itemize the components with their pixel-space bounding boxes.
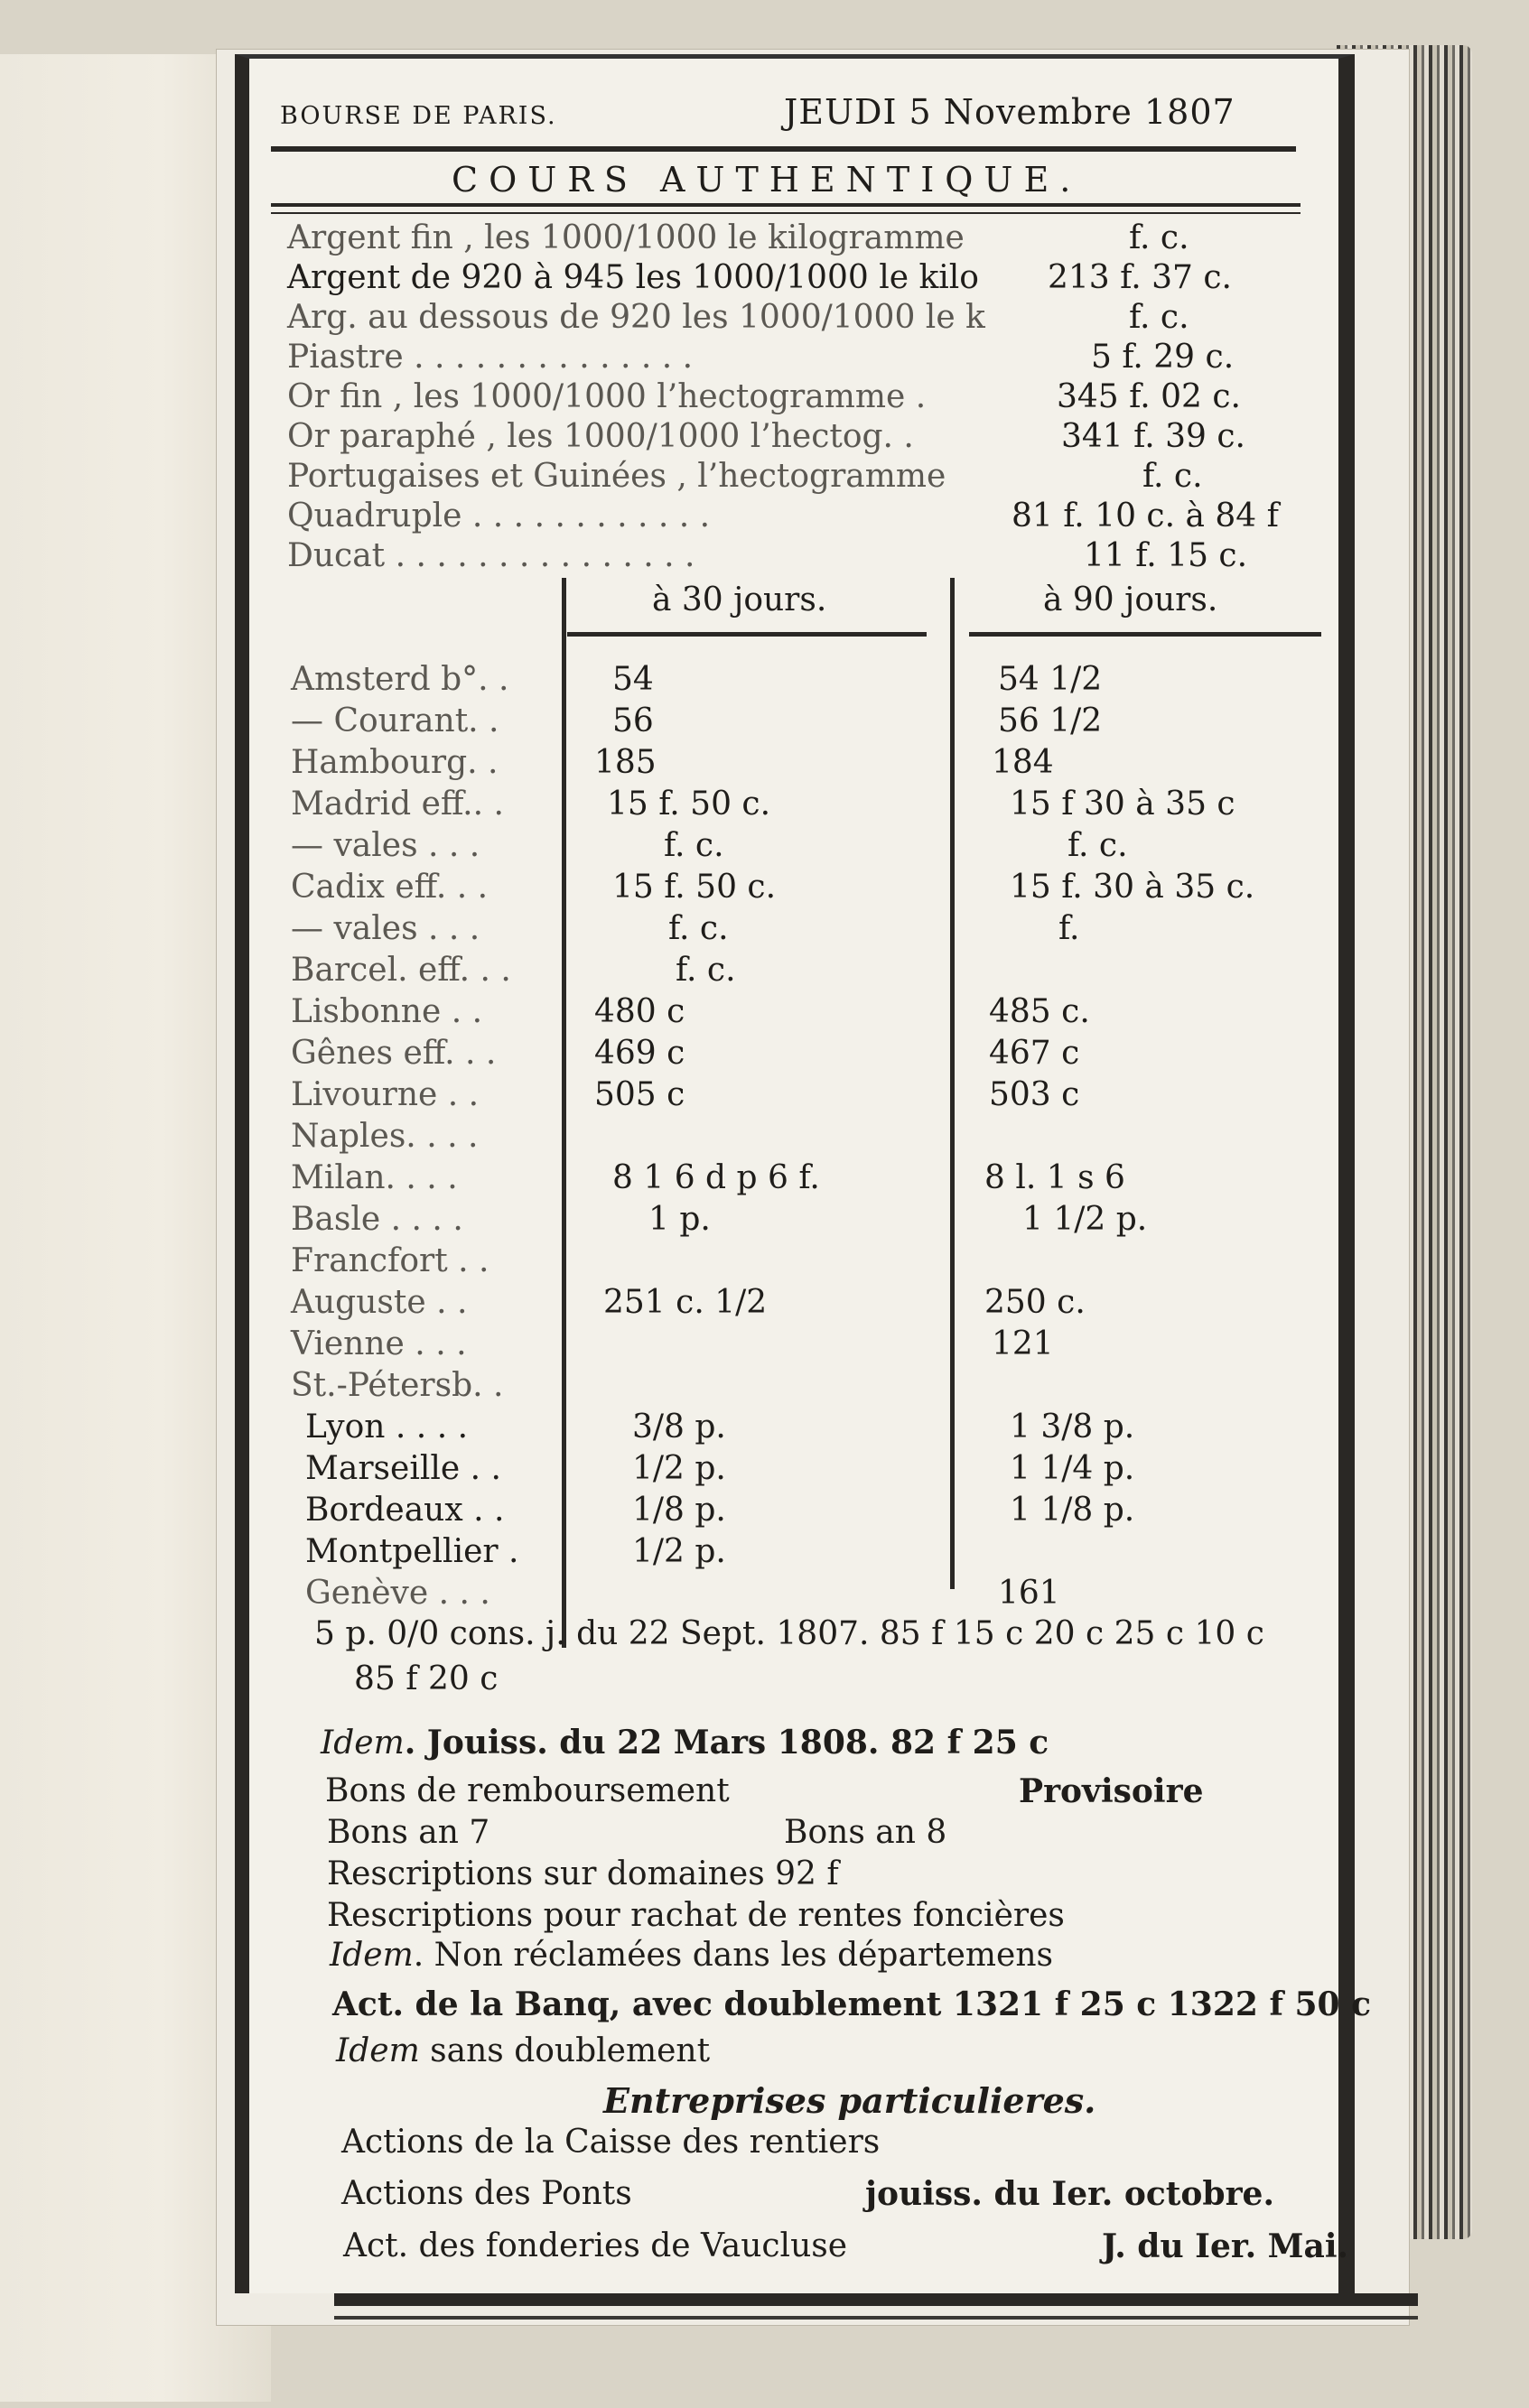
metal-label: Portugaises et Guinées , l’hectogramme: [287, 458, 946, 495]
exchange-place: Lyon . . . .: [305, 1409, 469, 1446]
entreprises-heading: Entreprises particulieres.: [603, 2080, 1096, 2121]
rate-90: 15 f. 30 à 35 c.: [1010, 869, 1255, 906]
exchange-place: Auguste . .: [291, 1284, 468, 1321]
actions-caisse-rentiers: Actions de la Caisse des rentiers: [341, 2124, 881, 2161]
idem-sans-doublement-text: sans doublement: [419, 2032, 711, 2069]
exchange-place: — vales . . .: [291, 910, 480, 947]
rescriptions-rachat: Rescriptions pour rachat de rentes foncières: [327, 1897, 1065, 1934]
rate-30: 15 f. 50 c.: [607, 786, 771, 823]
idem-sans-doublement-line: [336, 2032, 711, 2069]
actions-ponts: Actions des Ponts: [341, 2175, 632, 2212]
rate-30: f. c.: [676, 952, 736, 989]
metal-label: Argent de 920 à 945 les 1000/1000 le kilo: [287, 259, 979, 296]
metal-label: Arg. au dessous de 920 les 1000/1000 le k: [287, 299, 985, 336]
idem-label: Idem: [321, 1725, 405, 1762]
metal-value: 5 f. 29 c.: [1091, 339, 1235, 376]
rate-30: 54: [612, 661, 654, 698]
exchange-place: Lisbonne . .: [291, 993, 483, 1030]
metal-value: 11 f. 15 c.: [1084, 537, 1248, 574]
idem-label: Idem: [330, 1937, 414, 1974]
rate-90: 250 c.: [984, 1284, 1086, 1321]
rescriptions-domaines: Rescriptions sur domaines 92 f: [327, 1855, 839, 1892]
rate-90: 1 1/8 p.: [1010, 1492, 1135, 1529]
rate-90: 161: [998, 1575, 1060, 1612]
rate-30: 8 1 6 d p 6 f.: [612, 1159, 820, 1196]
rate-90: 121: [992, 1325, 1054, 1362]
idem-non-reclamees-text: . Non réclamées dans les départemens: [413, 1937, 1054, 1974]
exchange-place: Livourne . .: [291, 1076, 480, 1113]
rate-30: 1 p.: [648, 1201, 711, 1238]
bons-an-7: Bons an 7: [327, 1814, 490, 1851]
col-header-30-days: à 30 jours.: [652, 581, 827, 618]
metal-label: Ducat . . . . . . . . . . . . . . .: [287, 537, 695, 574]
exchange-place: Vienne . . .: [291, 1325, 467, 1362]
rate-30: 469 c: [594, 1035, 685, 1072]
bons-an-8: Bons an 8: [784, 1814, 947, 1851]
rate-90: f.: [1058, 910, 1080, 947]
idem-jouiss-text: . Jouiss. du 22 Mars 1808. 82 f 25 c: [404, 1724, 1049, 1762]
rate-90: 15 f 30 à 35 c: [1010, 786, 1235, 823]
exchange-place: Amsterd b°. .: [291, 661, 509, 698]
idem-jouiss-line: [321, 1726, 1049, 1760]
date-label: JEUDI 5 Novembre 1807: [784, 92, 1235, 132]
actions-ponts-jouissance: jouiss. du Ier. octobre.: [865, 2175, 1274, 2213]
header-rule-top: [271, 146, 1296, 152]
page-title: COURS AUTHENTIQUE.: [452, 160, 1082, 200]
actions-banque: Act. de la Banq, avec doublement 1321 f 25 c 1322 f 50 c: [332, 1985, 1372, 2023]
metal-value: f. c.: [1142, 458, 1203, 495]
rate-90: 467 c: [989, 1035, 1080, 1072]
bourse-label: BOURSE DE PARIS.: [280, 102, 557, 130]
exchange-place: Montpellier .: [305, 1533, 519, 1570]
rate-30: 15 f. 50 c.: [612, 869, 777, 906]
rate-90: 1 3/8 p.: [1010, 1409, 1135, 1446]
exchange-place: Milan. . . .: [291, 1159, 458, 1196]
provisoire-label: Provisoire: [1019, 1772, 1204, 1810]
metal-value: 345 f. 02 c.: [1057, 378, 1241, 415]
exchange-place: Basle . . . .: [291, 1201, 463, 1238]
col-rule-90: [969, 632, 1321, 637]
rate-30: f. c.: [664, 827, 724, 864]
col-divider-left: [562, 578, 566, 1648]
rate-30: 251 c. 1/2: [603, 1284, 768, 1321]
metal-value: f. c.: [1129, 219, 1189, 256]
exchange-place: Marseille . .: [305, 1450, 501, 1487]
rate-90: f. c.: [1068, 827, 1128, 864]
bottom-double-rule: [334, 2293, 1418, 2306]
exchange-place: Madrid eff.. .: [291, 786, 504, 823]
rate-30: f. c.: [668, 910, 729, 947]
rate-30: 185: [594, 744, 657, 781]
bottom-thin-rule: [334, 2316, 1418, 2320]
actions-fonderies-jouissance: J. du Ier. Mai.: [1102, 2227, 1349, 2265]
exchange-place: Cadix eff. . .: [291, 869, 489, 906]
col-rule-30: [567, 632, 927, 637]
consolides-line-continued: 85 f 20 c: [354, 1660, 499, 1697]
rate-90: 184: [992, 744, 1054, 781]
exchange-place: Gênes eff. . .: [291, 1035, 497, 1072]
col-divider-right: [950, 578, 955, 1589]
idem-label: Idem: [336, 2032, 420, 2069]
rate-30: 1/2 p.: [632, 1450, 726, 1487]
metal-label: Or fin , les 1000/1000 l’hectogramme .: [287, 378, 927, 415]
rate-30: 3/8 p.: [632, 1409, 726, 1446]
rate-30: 1/2 p.: [632, 1533, 726, 1570]
header-rule-bottom: [271, 203, 1301, 207]
metal-value: 341 f. 39 c.: [1061, 418, 1245, 455]
exchange-place: Bordeaux . .: [305, 1492, 505, 1529]
metal-label: Argent fin , les 1000/1000 le kilogramme: [287, 219, 965, 256]
metal-value: 81 f. 10 c. à 84 f: [1012, 497, 1279, 535]
rate-90: 485 c.: [989, 993, 1090, 1030]
metal-label: Piastre . . . . . . . . . . . . . .: [287, 339, 694, 376]
idem-non-reclamees-line: [330, 1939, 1053, 1972]
metal-label: Quadruple . . . . . . . . . . . .: [287, 497, 711, 535]
rate-90: 8 l. 1 s 6: [984, 1159, 1125, 1196]
exchange-place: Barcel. eff. . .: [291, 952, 511, 989]
col-header-90-days: à 90 jours.: [1043, 581, 1218, 618]
metal-label: Or paraphé , les 1000/1000 l’hectog. .: [287, 418, 914, 455]
rate-30: 505 c: [594, 1076, 685, 1113]
rate-30: 480 c: [594, 993, 685, 1030]
consolides-line: 5 p. 0/0 cons. j. du 22 Sept. 1807. 85 f 15 c 20 c 25 c 10 c: [314, 1615, 1264, 1652]
actions-fonderies: Act. des fonderies de Vaucluse: [343, 2227, 848, 2264]
header-rule-thin: [271, 212, 1301, 214]
exchange-place: Naples. . . .: [291, 1118, 479, 1155]
rate-90: 1 1/2 p.: [1022, 1201, 1148, 1238]
rate-90: 54 1/2: [998, 661, 1103, 698]
exchange-place: Genève . . .: [305, 1575, 490, 1612]
bons-remboursement: Bons de remboursement: [325, 1772, 730, 1809]
rate-30: 1/8 p.: [632, 1492, 726, 1529]
exchange-place: St.-Pétersb. .: [291, 1367, 504, 1404]
rate-90: 56 1/2: [998, 702, 1103, 739]
metal-value: 213 f. 37 c.: [1048, 259, 1232, 296]
exchange-place: Hambourg. .: [291, 744, 499, 781]
metal-value: f. c.: [1129, 299, 1189, 336]
exchange-place: — vales . . .: [291, 827, 480, 864]
exchange-place: — Courant. .: [291, 702, 499, 739]
rate-30: 56: [612, 702, 654, 739]
rate-90: 1 1/4 p.: [1010, 1450, 1135, 1487]
exchange-place: Francfort . .: [291, 1242, 489, 1279]
rate-90: 503 c: [989, 1076, 1080, 1113]
